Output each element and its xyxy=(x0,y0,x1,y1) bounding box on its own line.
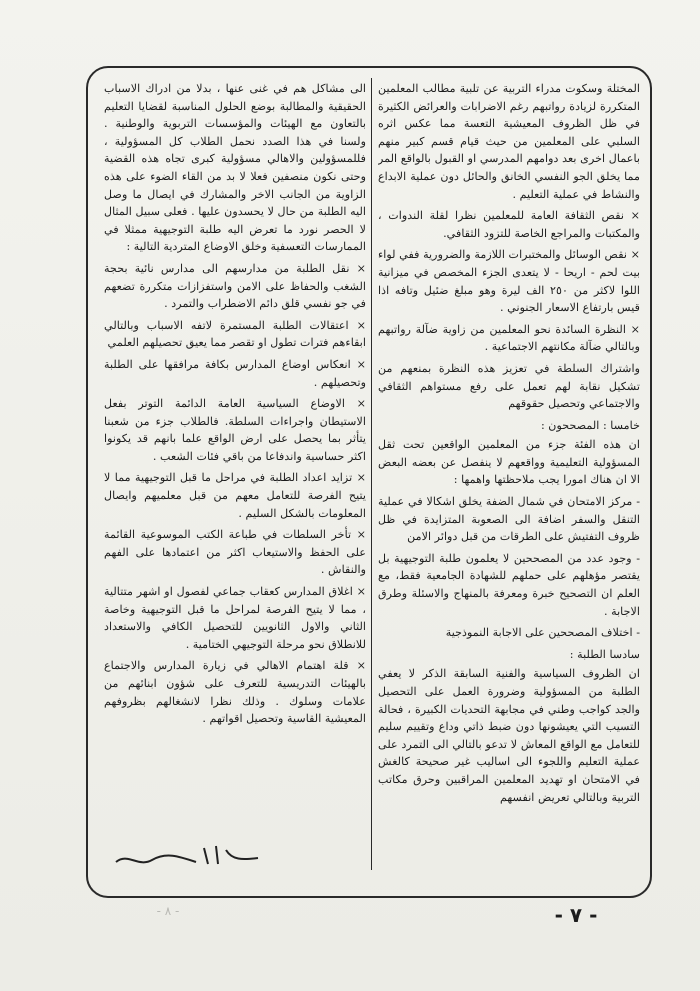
paragraph: الى مشاكل هم في غنى عنها ، بدلا من ادراك الاسباب الحقيقية والمطالبة بوضع الحلول المناسبة لقضايا التعليم بالتعاون مع الهيئات والمؤسسات التربوية والوطنية . ولسنا في هذا الصدد نحمل الطلاب كل المسؤولية ، فللمسؤولين والاهالي مسؤولية كبرى تجاه هذه القضية وحتى نكون منصفين فعلا لا بد من القاء الضوء على هذه الزاوية من الجانب الاخر والمشارك في ايصال ما وصل اليه الطلبة من حال لا يحسدون عليها . فعلى سبيل المثال لا الحصر نورد ما تعرض اليه طلبة التوجيهية ممثلا في الممارسات التعسفية وخلق الاوضاع المتردية التالية : xyxy=(104,82,366,254)
bullet-item: × قلة اهتمام الاهالي في زيارة المدارس والاجتماع بالهيئات التدريسية للتعرف على شؤون ابنائهم من علامات وسلوك . وذلك نظرا لانشغالهم بظروفهم المعيشية القاسية وتحصيل اقواتهم . xyxy=(104,657,366,727)
bullet-item: × الاوضاع السياسية العامة الدائمة التوتر بفعل الاستيطان واجراءات السلطة. فالطلاب جزء من شعبنا يتأثر بما يحصل على ارض الواقع علما بانهم قد يكونوا اكثر حساسية واندفاعا من باقي فئات الشعب . xyxy=(104,395,366,465)
right-column xyxy=(378,80,640,850)
bullet-item: × نقص الثقافة العامة للمعلمين نظرا لقلة الندوات ، والمكتبات والمراجع الخاصة للتزود الثقافي. xyxy=(378,207,640,242)
bullet-item: × تأخر السلطات في طباعة الكتب الموسوعية القائمة على الحفظ والاستيعاب اكثر من اعتمادها على الفهم والنقاش . xyxy=(104,526,366,579)
faint-page-number: - ٨ - xyxy=(156,904,180,918)
bullet-item: × النظرة السائدة نحو المعلمين من زاوية ضآلة رواتبهم وبالتالي ضآلة مكانتهم الاجتماعية . xyxy=(378,321,640,356)
paragraph: المختلة وسكوت مدراء التربية عن تلبية مطالب المعلمين المتكررة لزيادة رواتبهم رغم الاضرابات والعرائض الكثيرة في ظل الظروف المعيشية التعسة مما عكس اثره السلبي على المعلمين من حيث قيام قسم كبير منهم باعمال اخرى بعد دوامهم المدرسي او القبول بالواقع المر مما يخلق الجو النفسي الخانق والحائل دون عملية الابداع والنشاط في عملية التعليم . xyxy=(378,82,640,201)
dash-item: - مركز الامتحان في شمال الضفة يخلق اشكالا في عملية التنقل والسفر اضافة الى الصعوبة المتزايدة في ظل ظروف التفتيش على الطرقات من قبل دوائر الامن xyxy=(378,495,640,544)
section-heading: خامسا : المصححون : xyxy=(540,418,640,432)
author-signature xyxy=(108,838,268,874)
dash-item: - اختلاف المصححين على الاجابة النموذجية xyxy=(445,626,640,640)
paragraph: واشتراك السلطة في تعزيز هذه النظرة بمنعهم من تشكيل نقابة لهم تعمل على رفع مستواهم الثقافي والاجتماعي وتحصيل حقوقهم xyxy=(378,361,640,411)
paragraph: ان هذه الفئة جزء من المعلمين الواقعين تحت ثقل المسؤولية التعليمية وواقعهم لا ينفصل عن بعضه البعض الا ان هناك امورا يجب ملاحظتها واهمها : xyxy=(378,438,640,487)
bullet-item: × اغلاق المدارس كعقاب جماعي لفصول او اشهر متتالية ، مما لا يتيح الفرصة لمراحل ما قبل التوجيهية وخاصة الثاني والاول الثانويين للتحصيل الكافي والاستعداد للانطلاق نحو مرحلة التوجيهي الختامية . xyxy=(104,583,366,653)
paragraph: ان الظروف السياسية والفنية السابقة الذكر لا يعفي الطلبة من المسؤولية وضرورة العمل على التحصيل والجد كواجب وطني في مجابهة التحديات الكبيرة ، فحالة التسيب التي يعيشونها دون ضبط ذاتي وداع وتقييم سليم للتعامل مع الواقع المعاش لا تدعو بالتالي الى التمرد على عملية التعليم واللجوء الى اساليب غير صحيحة كالغش في الامتحان او تهديد المعلمين المراقبين وحرق مكاتب التربية وبالتالي تعريض انفسهم xyxy=(378,667,640,804)
bullet-item: × نقل الطلبة من مدارسهم الى مدارس نائية بحجة الشغب والحفاظ على الامن واستفزازات متكررة تضعهم في جو نفسي قلق دائم الاضطراب والتمرد . xyxy=(104,260,366,313)
column-divider xyxy=(371,78,372,870)
bullet-item: × اعتقالات الطلبة المستمرة لاتفه الاسباب وبالتالي ابقاءهم فترات تطول او تقصر مما يعيق تحصيلهم العلمي xyxy=(104,317,366,352)
dash-item: - وجود عدد من المصححين لا يعلمون طلبة التوجيهية بل يقتصر مؤهلهم على حملهم للشهادة الجامعية فقط، مع العلم ان التصحيح خبرة ومعرفة بالمنهاج والاسئلة وطرق الاجابة . xyxy=(378,551,640,618)
bullet-item: × تزايد اعداد الطلبة في مراحل ما قبل التوجيهية مما لا يتيح الفرصة للتعامل معهم من قبل معلميهم وايصال المعلومات بالشكل السليم . xyxy=(104,469,366,522)
page-number: - ٧ - xyxy=(554,903,598,927)
section-heading: سادسا الطلبة : xyxy=(569,647,640,661)
bullet-item: × انعكاس اوضاع المدارس بكافة مرافقها على الطلبة وتحصيلهم . xyxy=(104,356,366,391)
bullet-item: × نقص الوسائل والمختبرات اللازمة والضرورية ففي لواء بيت لحم - اريحا - لا يتعدى الجزء المخصص في ميزانية اللوا لاكثر من ٢٥٠ الف ليرة وهو مبلغ ضئيل وتافه اذا قيس بارتفاع الاسعار الجنوني . xyxy=(378,246,640,316)
signature-scribble-icon xyxy=(108,838,268,874)
left-column xyxy=(104,80,366,850)
